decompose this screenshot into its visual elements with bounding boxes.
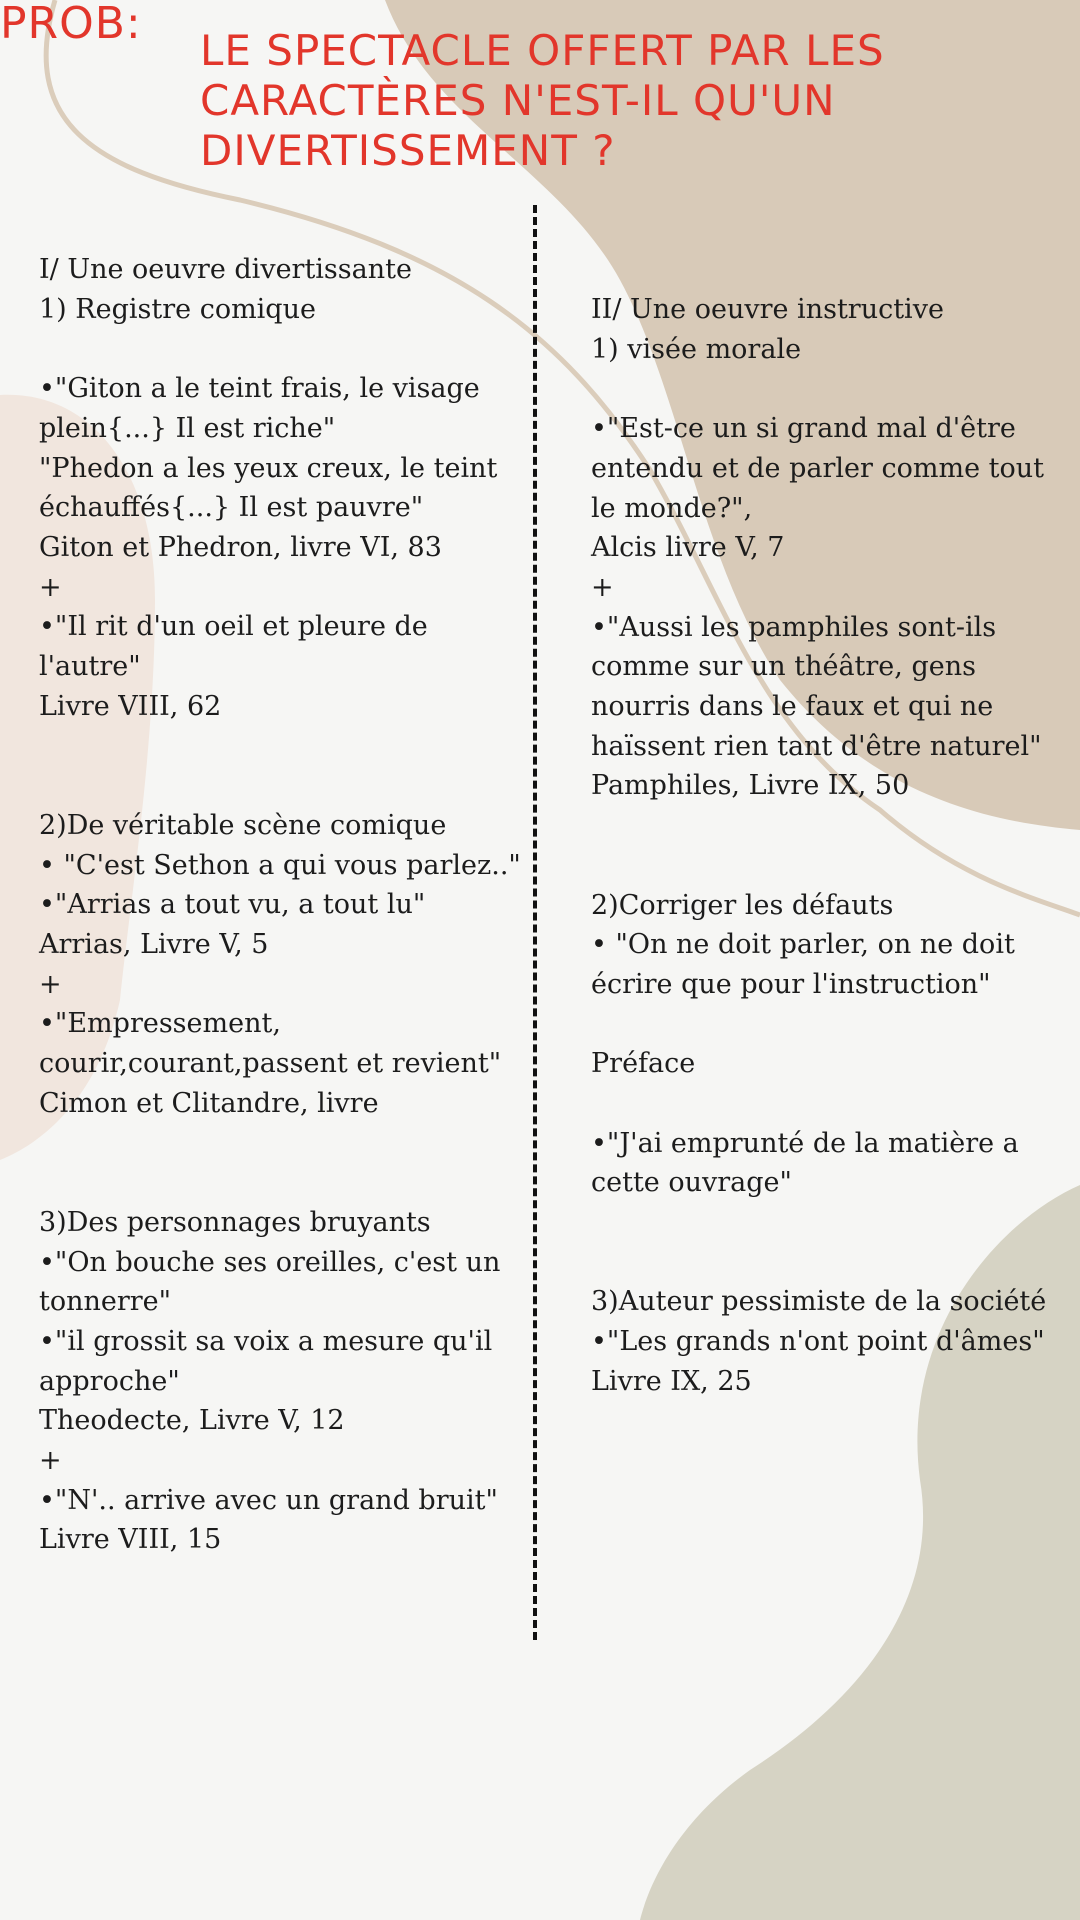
reference: Cimon et Clitandre, livre — [39, 1087, 379, 1119]
quote-line: •"N'.. arrive avec un grand bruit" — [39, 1484, 498, 1516]
subsection-heading: 2)Corriger les défauts — [591, 889, 894, 921]
spacer — [591, 806, 1061, 846]
quote-line: cette ouvrage" — [591, 1167, 792, 1199]
title-line: DIVERTISSEMENT ? — [200, 126, 616, 175]
page-title — [200, 26, 1040, 176]
quote-line: •"Il rit d'un oeil et pleure de — [39, 611, 428, 643]
spacer — [39, 766, 519, 806]
spacer — [591, 1203, 1061, 1243]
section-heading: I/ Une oeuvre divertissante — [39, 254, 412, 285]
spacer — [591, 1005, 1061, 1045]
quote-line: écrire que pour l'instruction" — [591, 968, 991, 1000]
spacer — [591, 846, 1061, 886]
section-heading: II/ Une oeuvre instructive — [591, 294, 944, 325]
quote-line: nourris dans le faux et qui ne — [591, 691, 994, 723]
quote-line: •"Empressement, — [39, 1008, 281, 1040]
reference: Livre IX, 25 — [591, 1365, 752, 1397]
quote-line: "Phedon a les yeux creux, le teint — [39, 452, 498, 484]
spacer — [591, 1084, 1061, 1124]
plus-sign: + — [39, 571, 62, 603]
quote-line: •"Aussi les pamphiles sont-ils — [591, 611, 997, 643]
spacer — [591, 1243, 1061, 1283]
quote-line: échauffés{...} Il est pauvre" — [39, 492, 424, 524]
plus-sign: + — [39, 1445, 62, 1477]
quote-line: tonnerre" — [39, 1286, 172, 1318]
quote-line: haïssent rien tant d'être naturel" — [591, 730, 1042, 762]
reference: Livre VIII, 62 — [39, 690, 222, 722]
plus-sign: + — [591, 571, 614, 603]
quote-line: • "C'est Sethon a qui vous parlez.." — [39, 849, 521, 881]
subsection-heading: 1) Registre comique — [39, 293, 316, 325]
quote-line: •"On bouche ses oreilles, c'est un — [39, 1246, 501, 1278]
quote-line: •"J'ai emprunté de la matière a — [591, 1127, 1019, 1159]
right-column — [591, 290, 1061, 1402]
quote-line: •"Giton a le teint frais, le visage — [39, 373, 480, 405]
reference: Pamphiles, Livre IX, 50 — [591, 770, 910, 802]
subsection-heading: 3)Des personnages bruyants — [39, 1206, 431, 1238]
reference: Préface — [591, 1048, 696, 1080]
reference: Livre VIII, 15 — [39, 1524, 222, 1556]
quote-line: •"Arrias a tout vu, a tout lu" — [39, 889, 426, 921]
quote-line: •"Est-ce un si grand mal d'être — [591, 413, 1016, 445]
left-column — [39, 250, 519, 1560]
problem-label: PROB: — [0, 0, 142, 49]
spacer — [591, 369, 1061, 409]
quote-line: comme sur un théâtre, gens — [591, 651, 976, 683]
spacer — [39, 1123, 519, 1163]
reference: Arrias, Livre V, 5 — [39, 928, 269, 960]
subsection-heading: 2)De véritable scène comique — [39, 809, 447, 841]
quote-line: entendu et de parler comme tout — [591, 452, 1044, 484]
quote-line: • "On ne doit parler, on ne doit — [591, 929, 1015, 961]
quote-line: l'autre" — [39, 651, 141, 683]
spacer — [39, 329, 519, 369]
reference: Alcis livre V, 7 — [591, 532, 785, 564]
subsection-heading: 1) visée morale — [591, 333, 802, 365]
reference: Giton et Phedron, livre VI, 83 — [39, 531, 442, 563]
title-line: CARACTÈRES N'EST-IL QU'UN — [200, 76, 836, 125]
title-line: LE SPECTACLE OFFERT PAR LES — [200, 26, 885, 75]
spacer — [39, 726, 519, 766]
quote-line: approche" — [39, 1365, 180, 1397]
quote-line: le monde?", — [591, 492, 753, 524]
column-divider — [533, 205, 537, 1640]
quote-line: •"il grossit sa voix a mesure qu'il — [39, 1325, 493, 1357]
spacer — [39, 1163, 519, 1203]
quote-line: courir,courant,passent et revient" — [39, 1048, 502, 1080]
reference: Theodecte, Livre V, 12 — [39, 1405, 345, 1437]
plus-sign: + — [39, 968, 62, 1000]
subsection-heading: 3)Auteur pessimiste de la société — [591, 1286, 1047, 1318]
quote-line: plein{...} Il est riche" — [39, 412, 336, 444]
quote-line: •"Les grands n'ont point d'âmes" — [591, 1326, 1045, 1358]
